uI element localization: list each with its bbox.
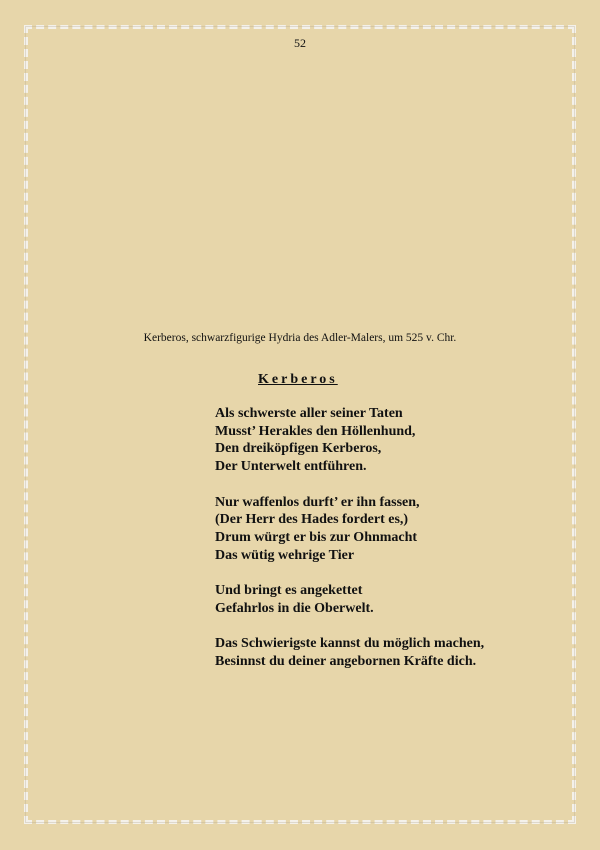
poem-title: Kerberos — [258, 372, 338, 387]
poem-line: Musst’ Herakles den Höllenhund, — [215, 423, 416, 439]
poem-line: Der Unterwelt entführen. — [215, 459, 367, 475]
poem-line: (Der Herr des Hades fordert es,) — [215, 512, 409, 528]
poem-stanza-2 — [215, 494, 484, 565]
poem-line: Besinnst du deiner angebornen Kräfte dich. — [215, 653, 477, 669]
poem-line: Gefahrlos in die Oberwelt. — [215, 600, 374, 616]
poem-line: Nur waffenlos durft’ er ihn fassen, — [215, 494, 420, 510]
poem-line: Drum würgt er bis zur Ohnmacht — [215, 529, 418, 545]
poem-stanza-1 — [215, 405, 484, 476]
image-caption: Kerberos, schwarzfigurige Hydria des Adler-Malers, um 525 v. Chr. — [143, 332, 457, 344]
page-number: 52 — [294, 36, 306, 50]
poem-line: Den dreiköpfigen Kerberos, — [215, 441, 382, 457]
poem-line: Und bringt es angekettet — [215, 583, 363, 598]
poem-stanza-3 — [215, 582, 484, 617]
poem-body — [215, 405, 484, 688]
poem-line: Das wütig wehrige Tier — [215, 547, 355, 563]
poem-line: Das Schwierigste kannst du möglich machen, — [215, 636, 485, 652]
poem-line: Als schwerste aller seiner Taten — [215, 406, 403, 421]
poem-stanza-4 — [215, 635, 484, 670]
